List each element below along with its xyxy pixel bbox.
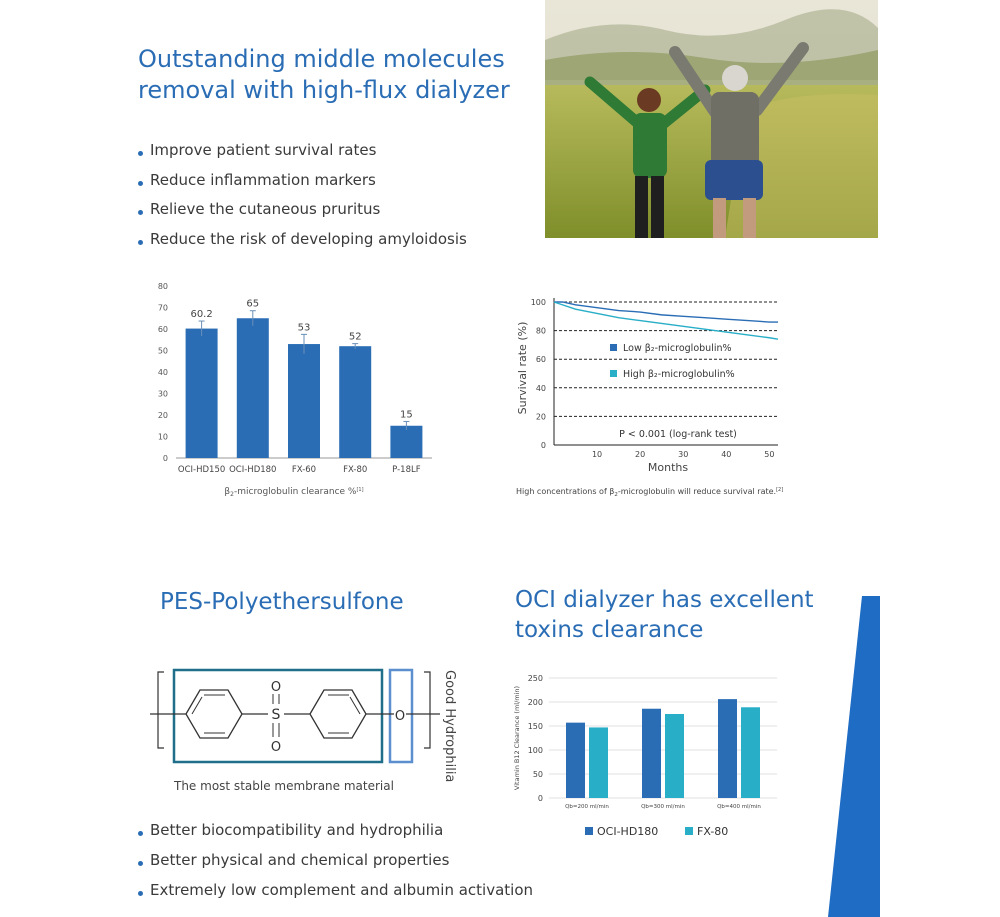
- data-label: 65: [246, 298, 260, 310]
- y-tick-label: 60: [535, 355, 546, 365]
- right-bracket: [424, 672, 430, 748]
- couple-photo: [545, 0, 878, 238]
- x-tick-label: 30: [678, 450, 689, 459]
- y-tick-label: 50: [532, 770, 543, 779]
- list-item: Reduce inflammation markers: [138, 168, 467, 198]
- section1-title-line1: Outstanding middle molecules: [138, 45, 505, 73]
- bar: [237, 318, 269, 458]
- benzene-ring-right: [310, 690, 366, 738]
- y-tick-label: 40: [535, 383, 546, 393]
- y-tick-label: 200: [527, 698, 543, 707]
- membrane-caption: The most stable membrane material: [174, 779, 394, 793]
- x-tick-label: OCI-HD150: [177, 465, 226, 475]
- x-tick-label: P-18LF: [392, 465, 421, 475]
- legend-label-oci: OCI-HD180: [597, 825, 659, 838]
- data-label: 53: [297, 322, 311, 334]
- x-tick-label: Qb=200 ml/min: [565, 804, 609, 810]
- clearance-bar-chart: [150, 278, 450, 498]
- sulfur-atom: S: [271, 707, 281, 723]
- section1-title-line2: removal with high-flux dialyzer: [138, 76, 510, 105]
- y-tick-label: 0: [162, 454, 168, 463]
- bar: [186, 329, 218, 458]
- legend-swatch-low: [610, 344, 617, 351]
- y-tick-label: 60: [157, 325, 168, 334]
- y-tick-label: 30: [157, 389, 168, 399]
- data-label: 60.2: [190, 309, 213, 321]
- x-tick-label: Qb=300 ml/min: [641, 804, 685, 810]
- chart2-ylabel: Survival rate (%): [516, 321, 529, 415]
- oci-heading: [515, 586, 835, 646]
- x-tick-label: 20: [635, 450, 646, 459]
- bar: [718, 699, 737, 798]
- bar: [589, 727, 608, 798]
- y-tick-label: 10: [157, 432, 168, 442]
- bar: [741, 707, 760, 798]
- hydrophilia-label: Good Hydrophilia: [442, 670, 457, 783]
- x-tick-label: 10: [591, 450, 603, 459]
- y-tick-label: 20: [157, 411, 168, 420]
- pes-molecule-diagram: [148, 664, 468, 794]
- list-item: Better biocompatibility and hydrophilia: [138, 818, 533, 848]
- legend-swatch-high: [610, 370, 617, 377]
- chart2-caption: High concentrations of $\beta_2$-microglobulin will reduce survival rate.[2]: [516, 487, 784, 498]
- y-tick-label: 0: [537, 794, 543, 803]
- list-item: Reduce the risk of developing amyloidosis: [138, 227, 467, 257]
- bar: [566, 723, 585, 798]
- legend-swatch-oci: [585, 827, 593, 835]
- x-tick-label: 50: [764, 450, 775, 459]
- list-item: Improve patient survival rates: [138, 138, 467, 168]
- list-item: Relieve the cutaneous pruritus: [138, 197, 467, 227]
- bar: [288, 344, 320, 458]
- y-tick-label: 80: [535, 326, 546, 336]
- legend-label-fx: FX-80: [697, 825, 729, 838]
- chart3-ylabel: Vitamin B12 Clearance (ml/min): [513, 685, 521, 791]
- chart2-pvalue: P < 0.001 (log-rank test): [619, 429, 737, 440]
- legend-label-low: Low β₂-microglobulin%: [623, 343, 732, 354]
- bar: [390, 426, 422, 458]
- list-item: Extremely low complement and albumin activation: [138, 878, 533, 908]
- y-tick-label: 20: [535, 412, 546, 422]
- section1-bullets: [138, 138, 467, 257]
- ether-oxygen-atom: O: [394, 709, 406, 724]
- pes-title: PES-Polyethersulfone: [160, 589, 404, 615]
- chart1-xlabel: $\beta_2$-microglobulin clearance %[1]: [224, 487, 364, 498]
- y-tick-label: 150: [527, 722, 543, 731]
- oxygen-atom-top: O: [270, 680, 282, 695]
- section1-heading: [138, 44, 538, 106]
- pes-heading: [160, 588, 404, 618]
- y-tick-label: 0: [540, 441, 546, 450]
- bar: [642, 709, 661, 798]
- x-tick-label: Qb=400 ml/min: [717, 804, 761, 810]
- y-tick-label: 50: [157, 346, 168, 356]
- y-tick-label: 250: [527, 674, 543, 683]
- list-item: Better physical and chemical properties: [138, 848, 533, 878]
- legend-swatch-fx: [685, 827, 693, 835]
- y-tick-label: 100: [530, 298, 546, 307]
- y-tick-label: 100: [527, 746, 543, 755]
- b12-clearance-chart: [505, 668, 795, 848]
- oci-title-line1: OCI dialyzer has excellent: [515, 587, 814, 613]
- data-label: 15: [400, 409, 413, 421]
- decorative-blue-wedge: [828, 596, 880, 917]
- oci-title-line2: toxins clearance: [515, 616, 704, 643]
- chart2-xlabel: Months: [647, 461, 689, 474]
- survival-line-chart: [510, 290, 800, 502]
- bar: [339, 346, 371, 458]
- y-tick-label: 80: [157, 282, 168, 291]
- x-tick-label: 40: [721, 450, 732, 459]
- x-tick-label: FX-80: [343, 465, 368, 475]
- x-tick-label: OCI-HD180: [229, 465, 277, 475]
- benzene-ring-left: [186, 690, 242, 738]
- y-tick-label: 40: [157, 368, 168, 377]
- legend-label-high: High β₂-microglobulin%: [623, 369, 735, 380]
- oxygen-atom-bottom: O: [270, 740, 282, 755]
- bar: [665, 714, 684, 798]
- y-tick-label: 70: [157, 303, 168, 313]
- x-tick-label: FX-60: [291, 465, 317, 475]
- left-bracket: [158, 672, 164, 748]
- data-label: 52: [348, 331, 362, 343]
- pes-bullets: [138, 818, 533, 908]
